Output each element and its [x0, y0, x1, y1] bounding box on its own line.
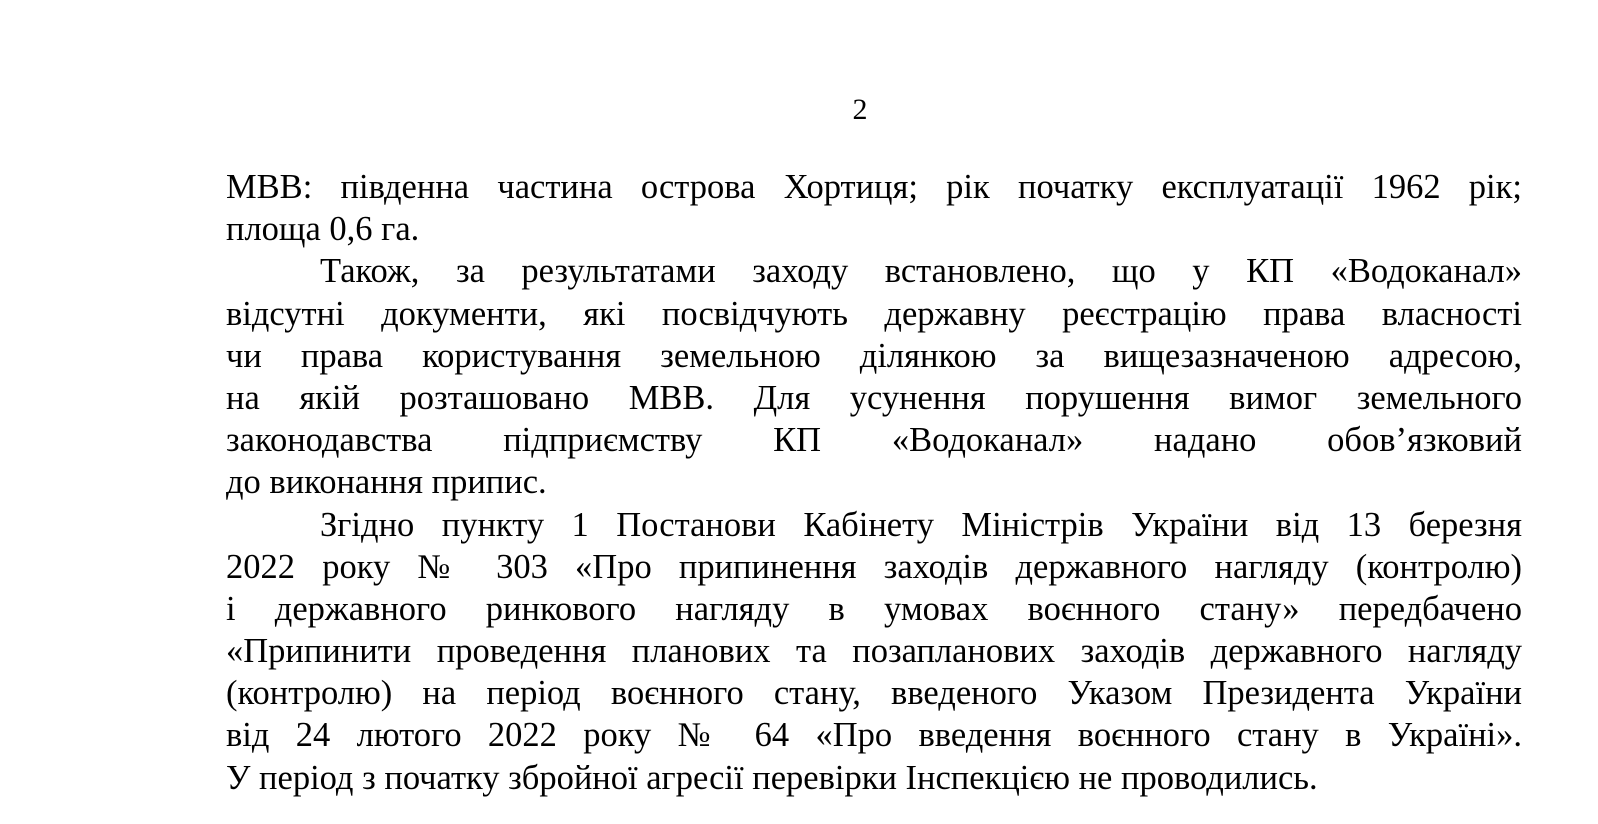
- text-line: від 24 лютого 2022 року № 64 «Про введення воєнного стану в Україні».: [226, 716, 1522, 755]
- text-line: 2022 року № 303 «Про припинення заходів державного нагляду (контролю): [226, 547, 1522, 586]
- text-line: (контролю) на період воєнного стану, введеного Указом Президента України: [226, 674, 1522, 713]
- text-line: «Припинити проведення планових та позапланових заходів державного нагляду: [226, 632, 1522, 671]
- text-line: відсутні документи, які посвідчують державну реєстрацію права власності: [226, 294, 1522, 333]
- text-line: У період з початку збройної агресії перевірки Інспекцією не проводились.: [226, 758, 1318, 797]
- text-line: на якій розташовано МВВ. Для усунення порушення вимог земельного: [226, 378, 1522, 417]
- text-line: площа 0,6 га.: [226, 210, 420, 249]
- text-line: чи права користування земельною ділянкою за вищезазначеною адресою,: [226, 336, 1522, 375]
- text-line: Також, за результатами заходу встановлено, що у КП «Водоканал»: [320, 252, 1522, 291]
- text-line: МВВ: південна частина острова Хортиця; рік початку експлуатації 1962 рік;: [226, 168, 1522, 206]
- paragraph-inspection-findings: [226, 250, 1522, 503]
- text-line: Згідно пункту 1 Постанови Кабінету Міністрів України від 13 березня: [320, 505, 1522, 544]
- document-body: [226, 166, 1522, 799]
- paragraph-martial-law-resolution: [226, 504, 1522, 799]
- text-line: до виконання припис.: [226, 463, 547, 502]
- paragraph-location-details: [226, 166, 1522, 250]
- text-line: законодавства підприємству КП «Водоканал» надано обов’язковий: [226, 421, 1522, 460]
- page-number: 2: [852, 93, 868, 126]
- text-line: і державного ринкового нагляду в умовах воєнного стану» передбачено: [226, 589, 1522, 628]
